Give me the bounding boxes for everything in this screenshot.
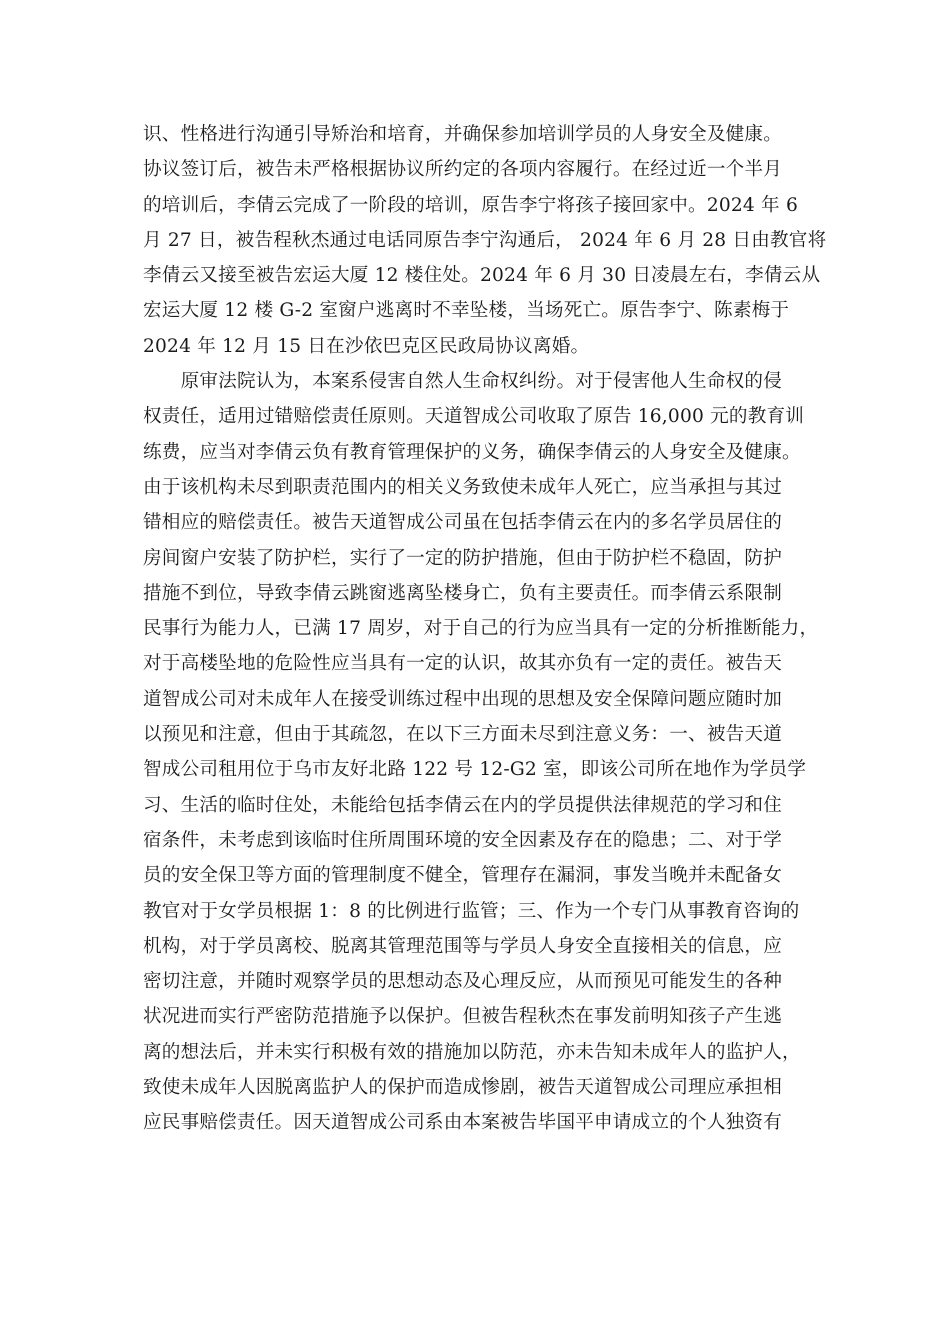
text-line-14: 措施不到位，导致李倩云跳窗逃离坠楼身亡，负有主要责任。而李倩云系限制: [143, 582, 782, 604]
text-line-19: 智成公司租用位于乌市友好北路 122 号 12-G2 室，即该公司所在地作为学员学: [143, 759, 807, 781]
text-line-15: 民事行为能力人，已满 17 周岁，对于自己的行为应当具有一定的分析推断能力，: [143, 618, 819, 640]
text-line-13: 房间窗户安装了防护栏，实行了一定的防护措施，但由于防护栏不稳固，防护: [143, 547, 782, 569]
text-line-16: 对于高楼坠地的危险性应当具有一定的认识，故其亦负有一定的责任。被告天: [143, 653, 782, 675]
text-line-21: 宿条件，未考虑到该临时住所周围环境的安全因素及存在的隐患；二、对于学: [143, 829, 782, 851]
text-line-5: 李倩云又接至被告宏运大厦 12 楼住处。2024 年 6 月 30 日凌晨左右，李倩云从: [143, 265, 821, 287]
text-line-17: 道智成公司对未成年人在接受训练过程中出现的思想及安全保障问题应随时加: [143, 688, 782, 710]
text-line-28: 致使未成年人因脱离监护人的保护而造成惨剧，被告天道智成公司理应承担相: [143, 1077, 782, 1099]
text-line-7: 2024 年 12 月 15 日在沙依巴克区民政局协议离婚。: [143, 335, 590, 357]
text-line-18: 以预见和注意，但由于其疏忽，在以下三方面未尽到注意义务：一、被告天道: [143, 724, 782, 746]
text-line-23: 教官对于女学员根据 1：8 的比例进行监管；三、作为一个专门从事教育咨询的: [143, 900, 800, 922]
text-line-22: 员的安全保卫等方面的管理制度不健全，管理存在漏洞，事发当晚并未配备女: [143, 865, 782, 887]
text-line-8: 原审法院认为，本案系侵害自然人生命权纠纷。对于侵害他人生命权的侵: [143, 371, 782, 393]
text-line-20: 习、生活的临时住处，未能给包括李倩云在内的学员提供法律规范的学习和住: [143, 794, 782, 816]
text-line-2: 协议签订后，被告未严格根据协议所约定的各项内容履行。在经过近一个半月: [143, 159, 782, 181]
text-line-26: 状况进而实行严密防范措施予以保护。但被告程秋杰在事发前明知孩子产生逃: [143, 1006, 782, 1028]
text-line-25: 密切注意，并随时观察学员的思想动态及心理反应，从而预见可能发生的各种: [143, 971, 782, 993]
text-line-11: 由于该机构未尽到职责范围内的相关义务致使未成年人死亡，应当承担与其过: [143, 476, 782, 498]
text-line-10: 练费，应当对李倩云负有教育管理保护的义务，确保李倩云的人身安全及健康。: [143, 441, 801, 463]
text-line-24: 机构，对于学员离校、脱离其管理范围等与学员人身安全直接相关的信息，应: [143, 935, 782, 957]
text-line-6: 宏运大厦 12 楼 G-2 室窗户逃离时不幸坠楼，当场死亡。原告李宁、陈素梅于: [143, 300, 790, 322]
document-body: [143, 117, 827, 1141]
text-line-12: 错相应的赔偿责任。被告天道智成公司虽在包括李倩云在内的多名学员居住的: [143, 512, 782, 534]
text-line-1: 识、性格进行沟通引导矫治和培育，并确保参加培训学员的人身安全及健康。: [143, 124, 782, 145]
text-line-27: 离的想法后，并未实行积极有效的措施加以防范，亦未告知未成年人的监护人，: [143, 1041, 801, 1063]
text-line-4: 月 27 日，被告程秋杰通过电话同原告李宁沟通后， 2024 年 6 月 28 日由教官将: [143, 229, 827, 251]
text-line-3: 的培训后，李倩云完成了一阶段的培训，原告李宁将孩子接回家中。2024 年 6: [143, 194, 798, 216]
text-line-9: 权责任，适用过错赔偿责任原则。天道智成公司收取了原告 16,000 元的教育训: [143, 406, 805, 428]
text-line-29: 应民事赔偿责任。因天道智成公司系由本案被告毕国平申请成立的个人独资有: [143, 1112, 782, 1134]
